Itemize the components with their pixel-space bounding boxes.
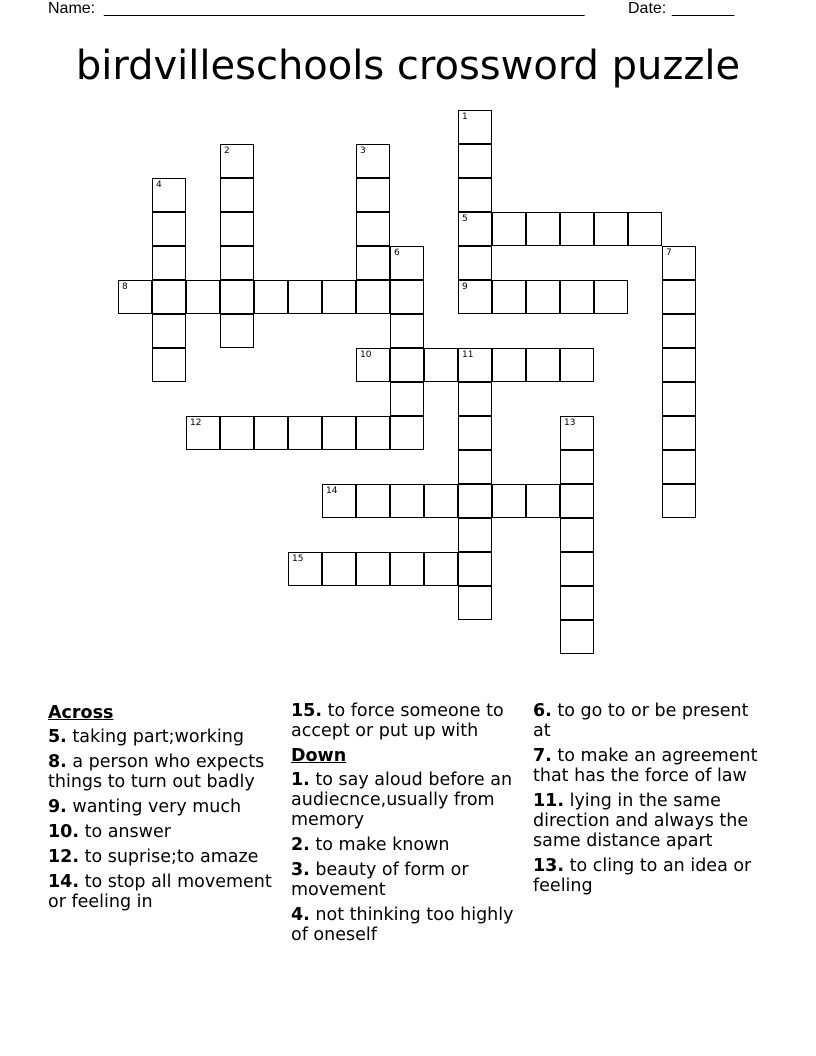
grid-cell[interactable] bbox=[390, 484, 424, 518]
grid-cell[interactable] bbox=[560, 280, 594, 314]
cell-number: 7 bbox=[666, 248, 672, 258]
name-blank[interactable]: ______________________________________________________ bbox=[104, 0, 585, 17]
clues-column-1 bbox=[48, 701, 284, 917]
grid-cell[interactable] bbox=[662, 416, 696, 450]
grid-cell[interactable] bbox=[186, 280, 220, 314]
grid-cell[interactable] bbox=[152, 280, 186, 314]
grid-cell[interactable] bbox=[458, 212, 492, 246]
clue-across-12: 12. to suprise;to amaze bbox=[48, 847, 259, 867]
grid-cell[interactable] bbox=[458, 348, 492, 382]
cell-number: 12 bbox=[190, 418, 202, 428]
grid-cell[interactable] bbox=[220, 178, 254, 212]
grid-cell[interactable] bbox=[220, 212, 254, 246]
name-label: Name: bbox=[48, 0, 96, 17]
grid-cell[interactable] bbox=[390, 280, 424, 314]
across-heading: Across bbox=[48, 703, 114, 723]
clue-down-2: 2. to make known bbox=[291, 835, 450, 855]
grid-cell[interactable] bbox=[152, 178, 186, 212]
grid-cell[interactable] bbox=[356, 552, 390, 586]
grid-cell[interactable] bbox=[152, 348, 186, 382]
grid-cell[interactable] bbox=[356, 144, 390, 178]
down-heading: Down bbox=[291, 746, 347, 766]
grid-cell[interactable] bbox=[118, 280, 152, 314]
grid-cell[interactable] bbox=[390, 314, 424, 348]
grid-cell[interactable] bbox=[458, 382, 492, 416]
grid-cell[interactable] bbox=[288, 552, 322, 586]
grid-cell[interactable] bbox=[458, 484, 492, 518]
grid-cell[interactable] bbox=[560, 450, 594, 484]
grid-cell[interactable] bbox=[560, 518, 594, 552]
grid-cell[interactable] bbox=[424, 348, 458, 382]
grid-cell[interactable] bbox=[628, 212, 662, 246]
grid-cell[interactable] bbox=[560, 484, 594, 518]
grid-cell[interactable] bbox=[458, 246, 492, 280]
grid-cell[interactable] bbox=[594, 212, 628, 246]
clue-down-7: 7. to make an agreement that has the force of law bbox=[533, 746, 758, 786]
grid-cell[interactable] bbox=[220, 144, 254, 178]
date-blank[interactable]: _______ bbox=[672, 0, 735, 17]
clue-across-10: 10. to answer bbox=[48, 822, 171, 842]
clue-down-3: 3. beauty of form or movement bbox=[291, 860, 469, 900]
grid-cell[interactable] bbox=[662, 280, 696, 314]
date-label: Date: bbox=[628, 0, 667, 17]
grid-cell[interactable] bbox=[356, 246, 390, 280]
cell-number: 1 bbox=[462, 112, 468, 122]
grid-cell[interactable] bbox=[662, 382, 696, 416]
grid-cell[interactable] bbox=[220, 416, 254, 450]
grid-cell[interactable] bbox=[458, 110, 492, 144]
cell-number: 10 bbox=[360, 350, 372, 360]
clue-down-4: 4. not thinking too highly of oneself bbox=[291, 905, 514, 945]
grid-cell[interactable] bbox=[662, 348, 696, 382]
grid-cell[interactable] bbox=[526, 212, 560, 246]
grid-cell[interactable] bbox=[492, 348, 526, 382]
grid-cell[interactable] bbox=[152, 314, 186, 348]
grid-cell[interactable] bbox=[662, 450, 696, 484]
grid-cell[interactable] bbox=[220, 280, 254, 314]
grid-cell[interactable] bbox=[560, 552, 594, 586]
grid-cell[interactable] bbox=[288, 416, 322, 450]
grid-cell[interactable] bbox=[458, 586, 492, 620]
cell-number: 11 bbox=[462, 350, 474, 360]
grid-cell[interactable] bbox=[560, 586, 594, 620]
grid-cell[interactable] bbox=[492, 484, 526, 518]
grid-cell[interactable] bbox=[322, 416, 356, 450]
grid-cell[interactable] bbox=[662, 246, 696, 280]
grid-cell[interactable] bbox=[560, 348, 594, 382]
grid-cell[interactable] bbox=[186, 416, 220, 450]
grid-cell[interactable] bbox=[254, 416, 288, 450]
grid-cell[interactable] bbox=[560, 212, 594, 246]
clue-across-8: 8. a person who expects things to turn out badly bbox=[48, 752, 265, 792]
grid-cell[interactable] bbox=[458, 280, 492, 314]
grid-cell[interactable] bbox=[390, 246, 424, 280]
grid-cell[interactable] bbox=[152, 212, 186, 246]
cell-number: 15 bbox=[292, 554, 304, 564]
grid-cell[interactable] bbox=[424, 552, 458, 586]
clues-column-2 bbox=[291, 701, 527, 950]
cell-number: 3 bbox=[360, 146, 366, 156]
grid-cell[interactable] bbox=[220, 314, 254, 348]
clue-across-15: 15. to force someone to accept or put up with bbox=[291, 701, 504, 741]
cell-number: 13 bbox=[564, 418, 576, 428]
grid-cell[interactable] bbox=[390, 416, 424, 450]
cell-number: 2 bbox=[224, 146, 230, 156]
page-title: birdvilleschools crossword puzzle bbox=[75, 43, 741, 89]
clue-down-13: 13. to cling to an idea or feeling bbox=[533, 856, 752, 896]
grid-cell[interactable] bbox=[356, 484, 390, 518]
grid-cell[interactable] bbox=[322, 484, 356, 518]
grid-cell[interactable] bbox=[458, 178, 492, 212]
grid-cell[interactable] bbox=[322, 552, 356, 586]
grid-cell[interactable] bbox=[356, 416, 390, 450]
cell-number: 14 bbox=[326, 486, 338, 496]
grid-cell[interactable] bbox=[560, 416, 594, 450]
grid-cell[interactable] bbox=[458, 518, 492, 552]
grid-cell[interactable] bbox=[458, 450, 492, 484]
clue-down-6: 6. to go to or be present at bbox=[533, 701, 749, 741]
grid-cell[interactable] bbox=[356, 348, 390, 382]
grid-cell[interactable] bbox=[662, 484, 696, 518]
grid-cell[interactable] bbox=[390, 552, 424, 586]
grid-cell[interactable] bbox=[526, 484, 560, 518]
grid-cell[interactable] bbox=[390, 348, 424, 382]
grid-cell[interactable] bbox=[492, 212, 526, 246]
grid-cell[interactable] bbox=[458, 416, 492, 450]
grid-cell[interactable] bbox=[356, 178, 390, 212]
grid-cell[interactable] bbox=[458, 144, 492, 178]
clue-across-14: 14. to stop all movement or feeling in bbox=[48, 872, 272, 912]
grid-cell[interactable] bbox=[594, 280, 628, 314]
grid-cell[interactable] bbox=[662, 314, 696, 348]
grid-cell[interactable] bbox=[424, 484, 458, 518]
grid-cell[interactable] bbox=[390, 382, 424, 416]
clue-down-1: 1. to say aloud before an audiecnce,usually from memory bbox=[291, 770, 513, 830]
clue-down-11: 11. lying in the same direction and always the same distance apart bbox=[533, 791, 749, 851]
grid-cell[interactable] bbox=[356, 212, 390, 246]
cell-number: 8 bbox=[122, 282, 128, 292]
clue-across-9: 9. wanting very much bbox=[48, 797, 242, 817]
clues-column-3 bbox=[533, 701, 769, 901]
clue-across-5: 5. taking part;working bbox=[48, 727, 244, 747]
cell-number: 9 bbox=[462, 282, 468, 292]
cell-number: 5 bbox=[462, 214, 468, 224]
grid-cell[interactable] bbox=[458, 552, 492, 586]
cell-number: 4 bbox=[156, 180, 162, 190]
grid-cell[interactable] bbox=[288, 280, 322, 314]
grid-cell[interactable] bbox=[220, 246, 254, 280]
grid-cell[interactable] bbox=[322, 280, 356, 314]
grid-cell[interactable] bbox=[526, 348, 560, 382]
grid-cell[interactable] bbox=[254, 280, 288, 314]
cell-number: 6 bbox=[394, 248, 400, 258]
grid-cell[interactable] bbox=[560, 620, 594, 654]
grid-cell[interactable] bbox=[526, 280, 560, 314]
grid-cell[interactable] bbox=[492, 280, 526, 314]
grid-cell[interactable] bbox=[356, 280, 390, 314]
grid-cell[interactable] bbox=[152, 246, 186, 280]
